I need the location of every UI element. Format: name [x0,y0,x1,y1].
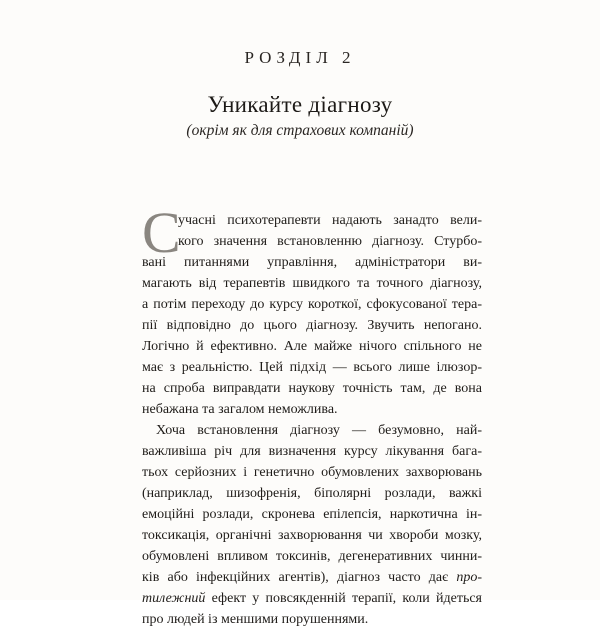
paragraph-line: важливіша річ для визначення курсу лікування бага- [142,444,482,459]
paragraph-line: тьох серйозних і генетично обумовлених захворювань [142,465,482,480]
paragraph-line [142,588,482,609]
paragraph-line: Логічно й ефективно. Але майже нічого спільного не [142,339,482,354]
paragraph-line: має з реальністю. Цей підхід — всього лише ілюзор- [142,360,482,375]
paragraph-line-text: ків або інфекційних агентів), діагноз часто дає [142,570,457,585]
paragraph-line-text: ефект у повсякденній терапії, коли йдеться [205,591,482,606]
paragraph-line: кого значення встановленню діагнозу. Стурбо- [178,234,482,249]
paragraph-line: учасні психотерапевти надають занадто вели- [178,213,482,228]
paragraph-line [142,567,482,588]
paragraph-line: пії відповідно до цього діагнозу. Звучить непогано. [142,318,482,333]
paragraph-line: про людей із меншими порушеннями. [142,612,369,627]
emphasis-text: тилежний [142,591,206,606]
chapter-subtitle: (окрім як для страхових компаній) [186,122,414,139]
paragraph-line: небажана та загалом неможлива. [142,402,338,417]
paragraph-line: токсикація, органічні захворювання чи хвороби мозку, [142,528,482,543]
paragraph-line: магають від терапевтів швидкого та точного діагнозу, [142,276,482,291]
body-text [142,210,482,630]
paragraph-line: Хоча встановлення діагнозу — безумовно, най- [156,423,482,438]
emphasis-text: про- [456,570,482,585]
paragraph-line: (наприклад, шизофренія, біполярні розлади, важкі [142,486,482,501]
drop-cap: С [142,200,181,265]
chapter-number: РОЗДІЛ 2 [244,48,356,67]
paragraph-line: а потім переходу до курсу короткої, сфокусованої тера- [142,297,482,312]
paragraph-line: обумовлені впливом токсинів, дегенеративних чинни- [142,549,482,564]
paragraph-line: вані питаннями управління, адміністратори ви- [142,255,482,270]
chapter-title: Уникайте діагнозу [207,92,393,117]
paragraph-line: емоційні розлади, скронева епілепсія, наркотична ін- [142,507,482,522]
paragraph-line: на спроба виправдати наукову точність там, де вона [142,381,482,396]
